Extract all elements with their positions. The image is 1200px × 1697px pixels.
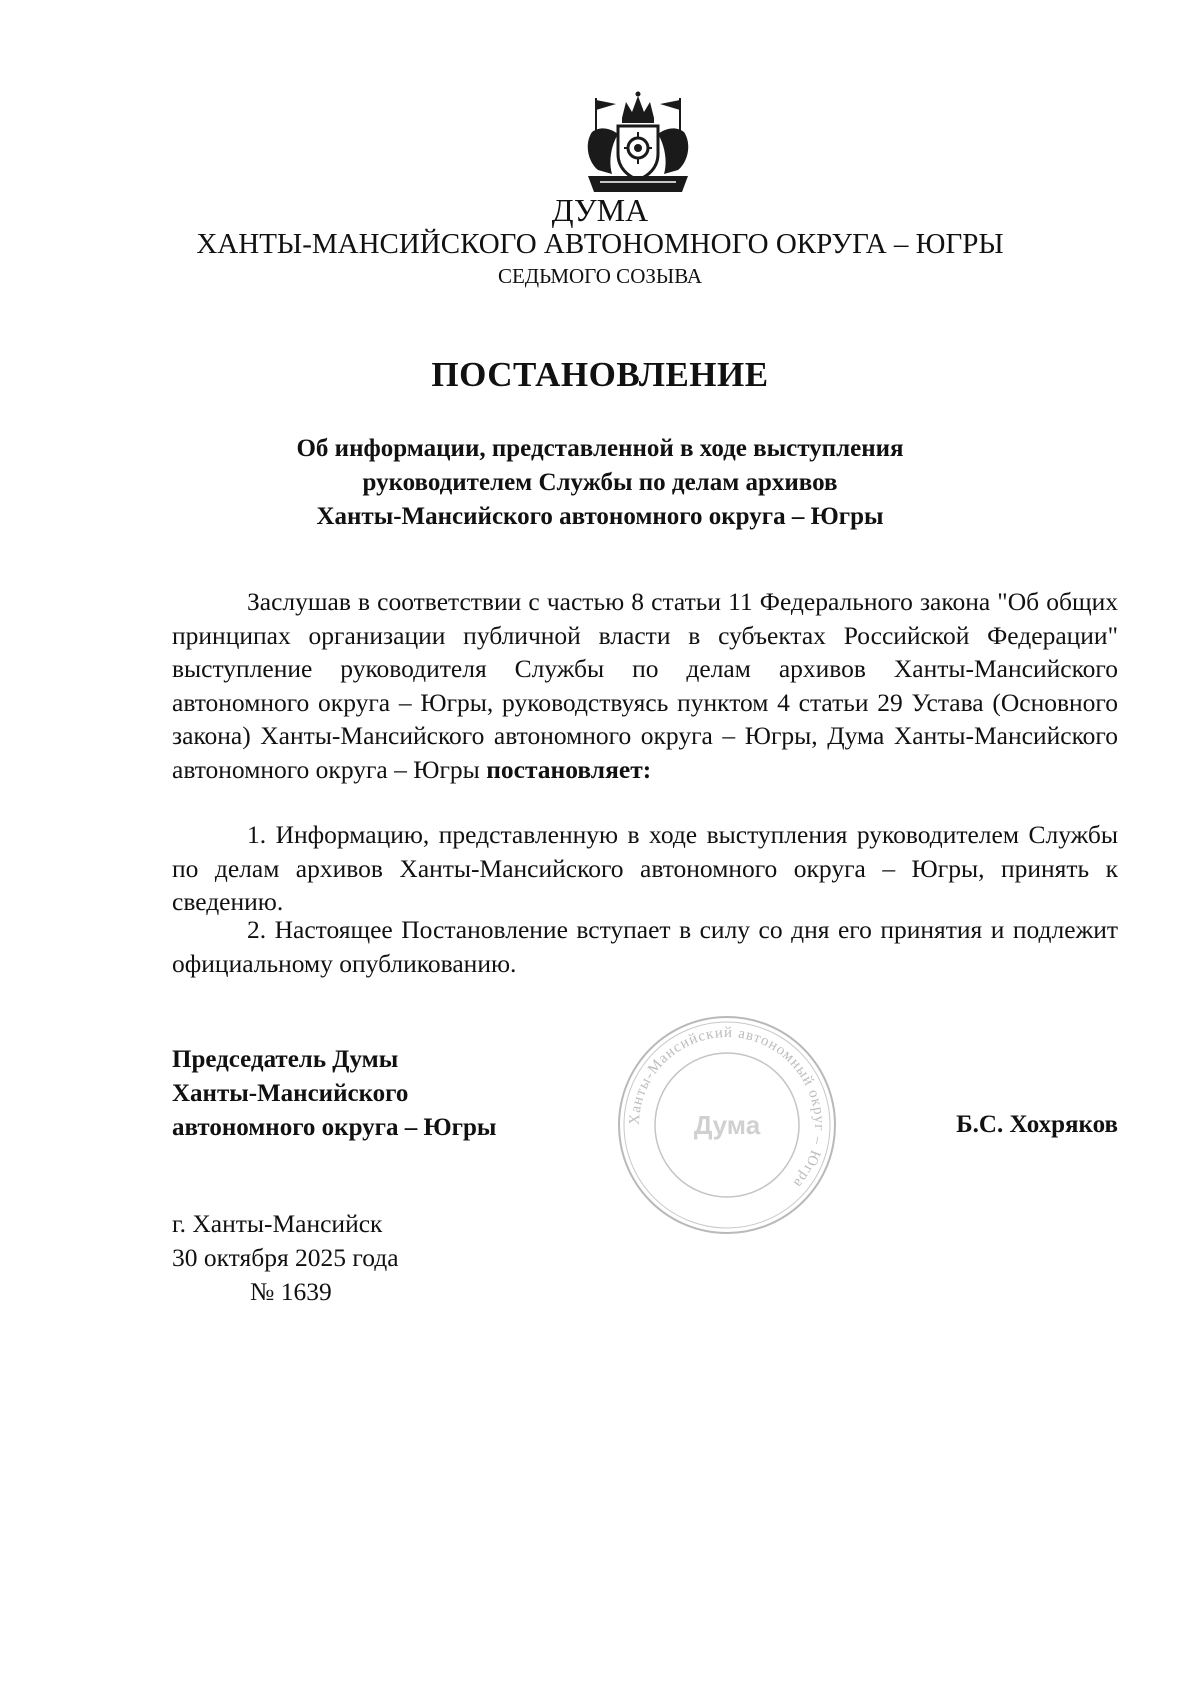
subject-line: Ханты-Мансийского автономного округа – Югры (316, 503, 884, 530)
coat-of-arms-icon (578, 88, 698, 198)
round-seal-icon (612, 1010, 842, 1240)
resolution-item-1: 1. Информацию, представленную в ходе выступления руководителем Службы по делам архивов Ханты-Мансийского автономного округа – Югры, принять к сведению. (172, 820, 1118, 916)
document-footer (172, 1207, 399, 1309)
preamble-text: Заслушав в соответствии с частью 8 статьи 11 Федерального закона "Об общих принципах организации публичной власти в субъектах Российской Федерации" выступление руководителя Службы по делам архивов Ханты-Мансийского автономного округа – Югры, руководствуясь пунктом 4 статьи 29 Устава (Основного закона) Ханты-Мансийского автономного округа – Югры, Дума Ханты-Мансийского автономного округа – Югры (172, 587, 1118, 784)
preamble-paragraph (172, 585, 1118, 786)
convocation: СЕДЬМОГО СОЗЫВА (497, 264, 703, 288)
seal-ring-text: Ханты-Мансийский автономный округ – Югра (626, 1024, 828, 1192)
subject-line: руководителем Службы по делам архивов (362, 469, 838, 496)
region-name: ХАНТЫ-МАНСИЙСКОГО АВТОНОМНОГО ОКРУГА – ЮГРЫ (196, 228, 1004, 260)
resolution-item-2: 2. Настоящее Постановление вступает в силу со дня его принятия и подлежит официальному опубликованию. (172, 915, 1118, 978)
position-line: Ханты-Мансийского (172, 1080, 409, 1107)
subject-line: Об информации, представленной в ходе выступления (296, 435, 904, 462)
document-subject (0, 432, 1200, 534)
position-line: Председатель Думы (172, 1046, 399, 1073)
city: г. Ханты-Мансийск (172, 1209, 383, 1238)
seal-center-text: Дума (693, 1110, 761, 1140)
document-date: 30 октября 2025 года (172, 1243, 399, 1272)
signatory-position (172, 1043, 496, 1145)
document-number: № 1639 (250, 1277, 332, 1306)
signatory-name: Б.С. Хохряков (956, 1111, 1118, 1138)
document-type-title: ПОСТАНОВЛЕНИЕ (431, 355, 769, 394)
position-line: автономного округа – Югры (172, 1114, 497, 1141)
organization-name: ДУМА (551, 192, 649, 228)
resolves-word: постановляет: (486, 754, 652, 784)
